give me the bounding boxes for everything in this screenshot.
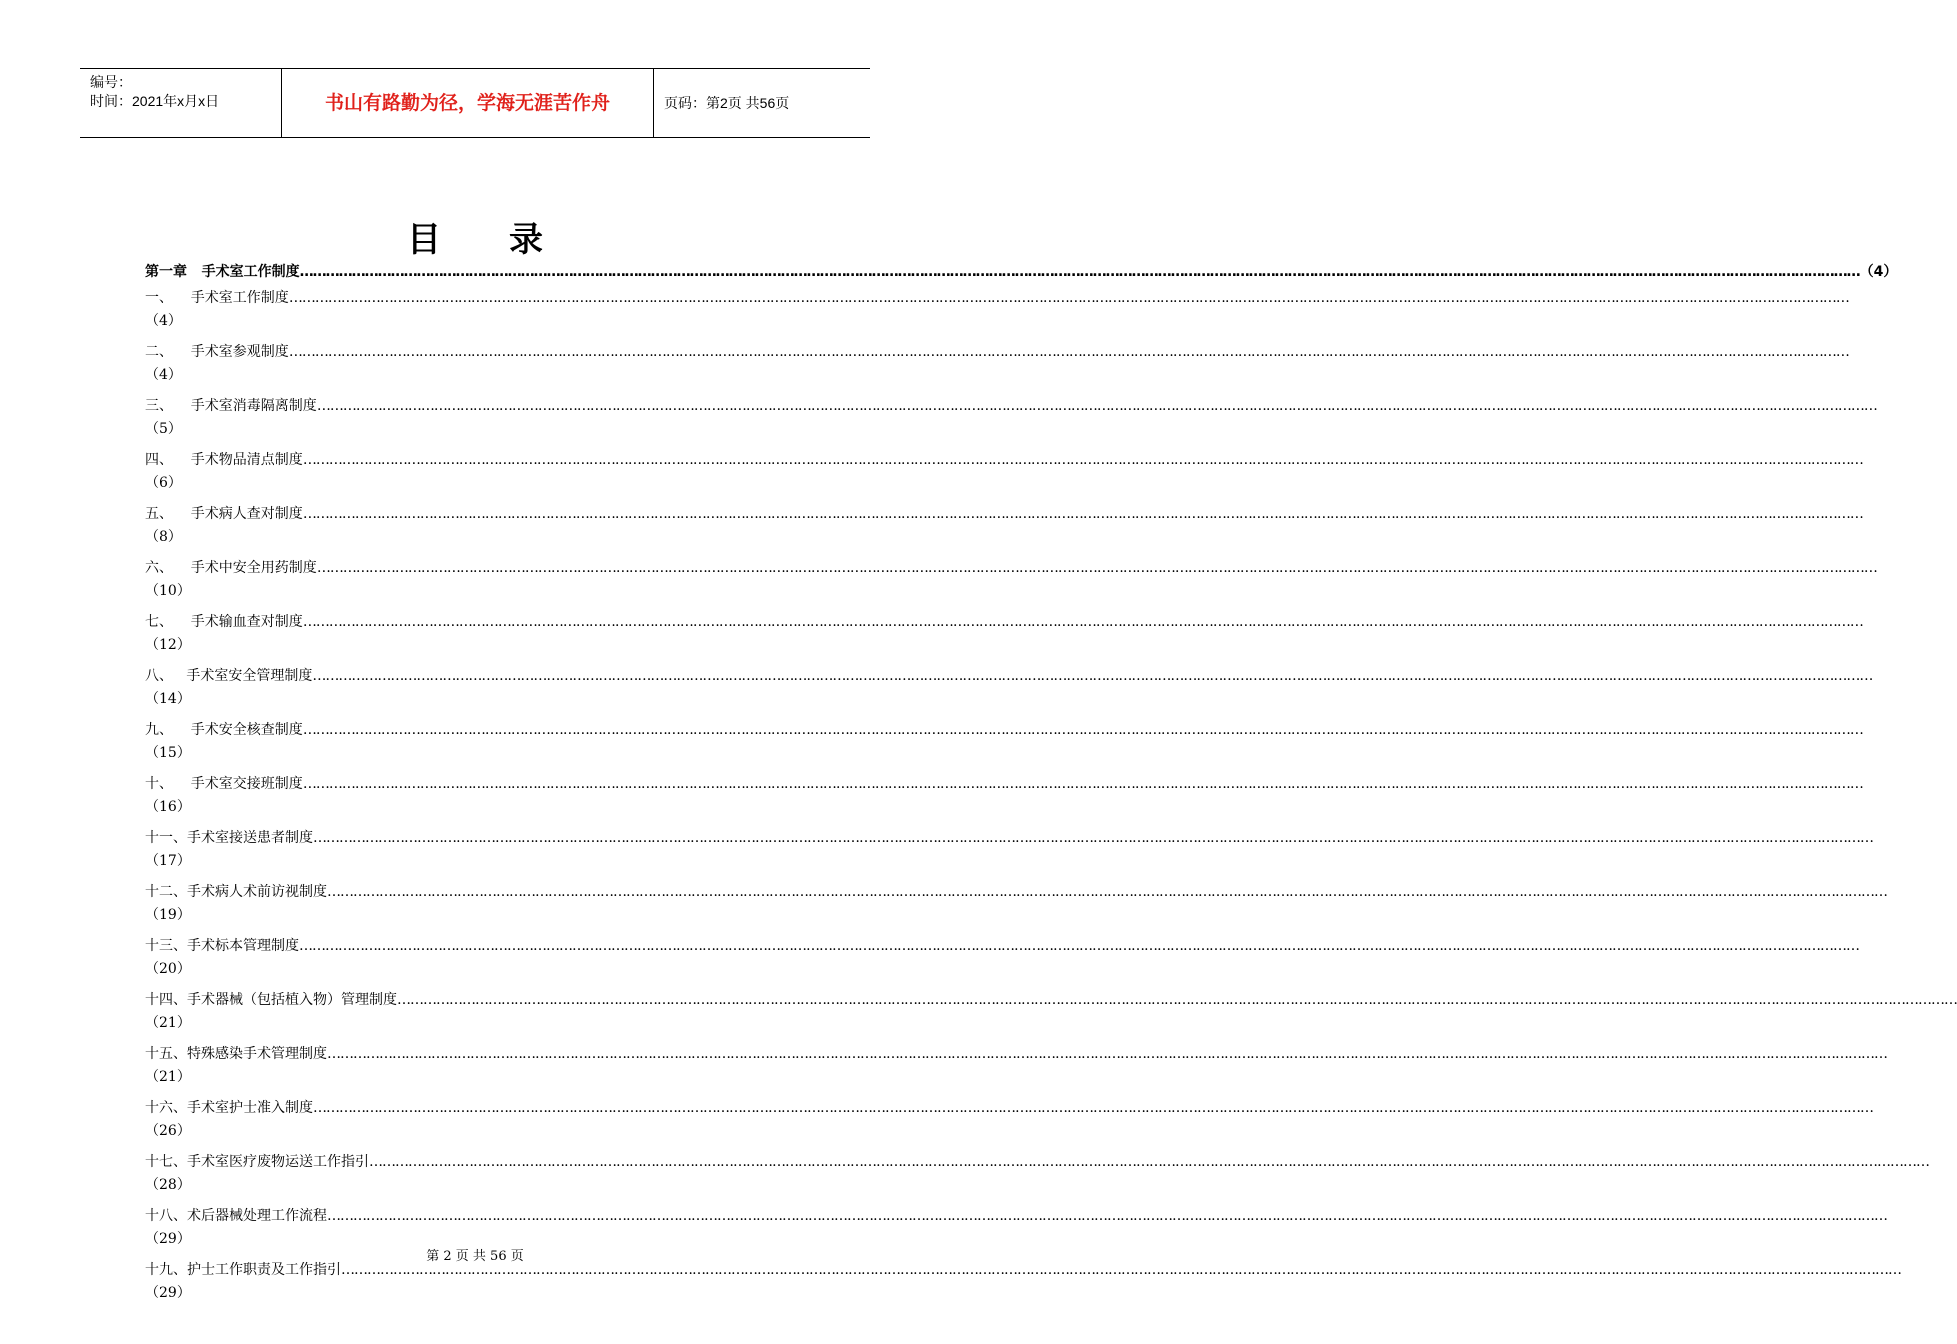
toc-entry-label: 二、 手术室参观制度	[145, 344, 289, 360]
toc-leader: ………………………………………………………………………………………………………………………………………………………………………………………………………………………………………………………………………………………………………………………………	[302, 722, 1863, 738]
toc-entry-label: 十七、手术室医疗废物运送工作指引	[145, 1154, 369, 1170]
toc-entry[interactable]	[145, 772, 1863, 822]
toc-entry-label: 十四、手术器械（包括植入物）管理制度	[145, 992, 397, 1008]
toc-entry-line	[145, 286, 1849, 311]
toc-leader: ………………………………………………………………………………………………………………………………………………………………………………………………………………………………………………………………………………………………………………………………	[302, 614, 1863, 630]
toc-entry-label: 八、 手术室安全管理制度	[145, 668, 313, 684]
toc-leader: ………………………………………………………………………………………………………………………………………………………………………………………………………………………………………………………………………………………………………………………………	[341, 1262, 1901, 1278]
toc-entries	[145, 286, 1957, 1308]
toc-leader: ………………………………………………………………………………………………………………………………………………………………………………………………………………………………………………………………………………………………………………………………	[312, 668, 1873, 684]
toc-entry-line	[145, 1204, 1887, 1229]
toc-entry-label: 十、 手术室交接班制度	[145, 776, 303, 792]
toc-entry-label: 十二、手术病人术前访视制度	[145, 884, 327, 900]
toc-entry-page: （15）	[145, 745, 191, 761]
toc-entry-line	[145, 394, 1877, 419]
toc-entry[interactable]	[145, 394, 1877, 444]
toc-entry[interactable]	[145, 934, 1859, 984]
toc-entry[interactable]	[145, 826, 1873, 876]
toc-entry[interactable]	[145, 988, 1957, 1038]
toc-entry[interactable]	[145, 1042, 1887, 1092]
toc-entry[interactable]	[145, 1258, 1901, 1308]
toc-leader: ………………………………………………………………………………………………………………………………………………………………………………………………………………………………………………………………………………………………………………………………	[369, 1154, 1929, 1170]
toc-leader: ………………………………………………………………………………………………………………………………………………………………………………………………………………………………………………………………………………………………………………………………	[327, 1046, 1887, 1062]
toc-entry-page: （20）	[145, 961, 191, 977]
toc-entry-line	[145, 934, 1859, 959]
toc-entry-label: 十一、手术室接送患者制度	[145, 830, 313, 846]
toc-entry-label: 十三、手术标本管理制度	[145, 938, 299, 954]
toc-chapter-label: 第一章 手术室工作制度	[145, 264, 300, 280]
toc-entry-label: 七、 手术输血查对制度	[145, 614, 303, 630]
document-header	[80, 68, 870, 138]
toc-entry-page: （8）	[145, 529, 182, 545]
header-meta	[80, 69, 282, 137]
toc-entry-line	[145, 772, 1863, 797]
toc-chapter[interactable]	[145, 262, 1898, 282]
toc-entry[interactable]	[145, 880, 1887, 930]
toc-entry-page: （4）	[145, 313, 182, 329]
toc-entry-page: （12）	[145, 637, 191, 653]
toc-entry[interactable]	[145, 718, 1863, 768]
toc-leader: ………………………………………………………………………………………………………………………………………………………………………………………………………………………………………………………………………………………………………………………………	[397, 992, 1957, 1008]
table-of-contents	[145, 262, 1957, 1308]
toc-entry-page: （14）	[145, 691, 191, 707]
toc-leader: ………………………………………………………………………………………………………………………………………………………………………………………………………………………………………………………………………………………………………………………………	[316, 560, 1877, 576]
toc-entry-label: 六、 手术中安全用药制度	[145, 560, 317, 576]
toc-leader: ………………………………………………………………………………………………………………………………………………………………………………………………………………………………………………………………………………………………………………………………	[288, 344, 1849, 360]
toc-entry-line	[145, 1150, 1929, 1175]
page-title: 目录	[407, 220, 611, 260]
toc-entry-label: 四、 手术物品清点制度	[145, 452, 303, 468]
toc-entry-page: （21）	[145, 1015, 191, 1031]
toc-entry-line	[145, 448, 1863, 473]
toc-leader: ………………………………………………………………………………………………………………………………………………………………………………………………………………………………………………………………………………………………………………………………	[316, 398, 1877, 414]
page-footer: 第 2 页 共 56 页	[426, 1249, 524, 1264]
toc-entry-line	[145, 1096, 1873, 1121]
toc-entry-page: （21）	[145, 1069, 191, 1085]
toc-leader: ………………………………………………………………………………………………………………………………………………………………………………………………………………………………………………………………………………………………………………………………	[327, 1208, 1887, 1224]
toc-entry-page: （19）	[145, 907, 191, 923]
toc-leader: ………………………………………………………………………………………………………………………………………………………………………………………………………………………………………………………………………………………………………………………………	[299, 264, 1860, 280]
toc-leader: ………………………………………………………………………………………………………………………………………………………………………………………………………………………………………………………………………………………………………………………………	[313, 830, 1873, 846]
toc-entry-line	[145, 556, 1877, 581]
toc-entry-page: （29）	[145, 1231, 191, 1247]
toc-entry-label: 十五、特殊感染手术管理制度	[145, 1046, 327, 1062]
toc-leader: ………………………………………………………………………………………………………………………………………………………………………………………………………………………………………………………………………………………………………………………………	[302, 452, 1863, 468]
toc-entry[interactable]	[145, 448, 1863, 498]
toc-entry-line	[145, 988, 1957, 1013]
toc-entry[interactable]	[145, 502, 1863, 552]
toc-entry-line	[145, 664, 1873, 689]
toc-entry-page: （28）	[145, 1177, 191, 1193]
toc-entry[interactable]	[145, 664, 1873, 714]
document-number: 编号：	[90, 74, 132, 90]
toc-entry-label: 三、 手术室消毒隔离制度	[145, 398, 317, 414]
toc-leader: ………………………………………………………………………………………………………………………………………………………………………………………………………………………………………………………………………………………………………………………………	[299, 938, 1859, 954]
header-motto: 书山有路勤为径，学海无涯苦作舟	[282, 69, 654, 137]
toc-entry-line	[145, 1042, 1887, 1067]
toc-entry-page: （16）	[145, 799, 191, 815]
toc-entry-label: 十六、手术室护士准入制度	[145, 1100, 313, 1116]
toc-entry-page: （10）	[145, 583, 191, 599]
header-page-info: 页码：第2页 共56页	[664, 95, 790, 111]
toc-entry-page: （17）	[145, 853, 191, 869]
toc-leader: ………………………………………………………………………………………………………………………………………………………………………………………………………………………………………………………………………………………………………………………………	[288, 290, 1849, 306]
toc-entry-label: 一、 手术室工作制度	[145, 290, 289, 306]
toc-entry[interactable]	[145, 1096, 1873, 1146]
toc-entry-line	[145, 826, 1873, 851]
toc-chapter-page: （4）	[1859, 264, 1898, 280]
document-date: 时间：2021年x月x日	[90, 93, 220, 109]
toc-entry-label: 五、 手术病人查对制度	[145, 506, 303, 522]
toc-entry-page: （29）	[145, 1285, 191, 1301]
toc-entry-line	[145, 340, 1849, 365]
toc-entry-line	[145, 610, 1863, 635]
toc-entry-label: 十八、术后器械处理工作流程	[145, 1208, 327, 1224]
toc-leader: ………………………………………………………………………………………………………………………………………………………………………………………………………………………………………………………………………………………………………………………………	[327, 884, 1887, 900]
toc-entry[interactable]	[145, 610, 1863, 660]
toc-entry[interactable]	[145, 1150, 1929, 1200]
toc-entry-page: （6）	[145, 475, 182, 491]
toc-entry-label: 十九、护士工作职责及工作指引	[145, 1262, 341, 1278]
toc-entry[interactable]	[145, 286, 1849, 336]
toc-entry[interactable]	[145, 556, 1877, 606]
toc-entry[interactable]	[145, 340, 1849, 390]
toc-entry-label: 九、 手术安全核查制度	[145, 722, 303, 738]
toc-entry-page: （5）	[145, 421, 182, 437]
toc-entry-line	[145, 880, 1887, 905]
toc-leader: ………………………………………………………………………………………………………………………………………………………………………………………………………………………………………………………………………………………………………………………………	[302, 776, 1863, 792]
toc-leader: ………………………………………………………………………………………………………………………………………………………………………………………………………………………………………………………………………………………………………………………………	[302, 506, 1863, 522]
toc-entry-page: （26）	[145, 1123, 191, 1139]
toc-entry-line	[145, 718, 1863, 743]
toc-entry-page: （4）	[145, 367, 182, 383]
toc-leader: ………………………………………………………………………………………………………………………………………………………………………………………………………………………………………………………………………………………………………………………………	[313, 1100, 1873, 1116]
toc-entry-line	[145, 502, 1863, 527]
